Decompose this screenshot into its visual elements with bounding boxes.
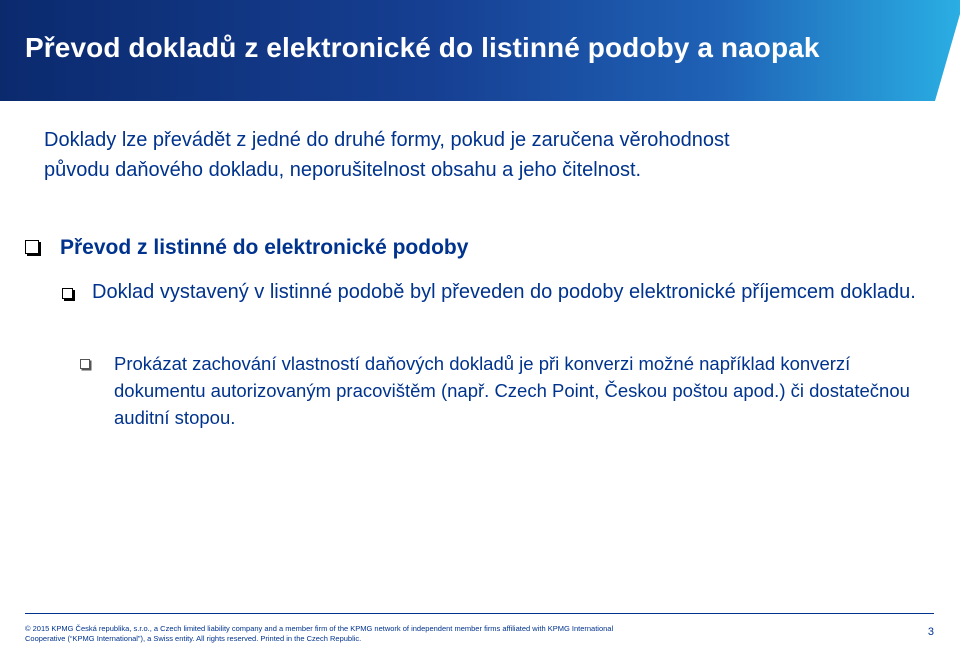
intro-line-1: Doklady lze převádět z jedné do druhé formy, pokud je zaručena věrohodnost [44, 129, 730, 151]
checkbox-bullet-icon [25, 240, 39, 254]
footer-line-2: Cooperative (“KPMG International”), a Swiss entity. All rights reserved. Printed in the Czech Republic. [25, 634, 362, 643]
page-number: 3 [927, 626, 934, 638]
intro-line-2: původu daňového dokladu, neporušitelnost obsahu a jeho čitelnost. [44, 159, 642, 181]
footer-divider [25, 613, 934, 614]
intro-paragraph [44, 125, 904, 185]
footer-copyright [25, 624, 785, 644]
bullet-text: Prokázat zachování vlastností daňových dokladů je při konverzi možné například konverzí dokumentu autorizovaným pracovištěm (např. Czech Point, Českou poštou apod.) či dostatečnou auditní stopou. [114, 353, 910, 428]
checkbox-bullet-icon [62, 288, 73, 299]
bullet-level-1 [25, 232, 925, 264]
checkbox-bullet-icon [80, 359, 90, 369]
bullet-heading: Převod z listinné do elektronické podoby [60, 236, 469, 259]
page-title: Převod dokladů z elektronické do listinné podoby a naopak [25, 32, 820, 63]
bullet-level-3 [80, 350, 920, 431]
footer-line-1: © 2015 KPMG Česká republika, s.r.o., a Czech limited liability company and a member firm of the KPMG network of independent member firms affiliated with KPMG International [25, 624, 614, 633]
bullet-level-2 [62, 278, 922, 307]
bullet-text: Doklad vystavený v listinné podobě byl převeden do podoby elektronické příjemcem dokladu. [92, 281, 916, 303]
